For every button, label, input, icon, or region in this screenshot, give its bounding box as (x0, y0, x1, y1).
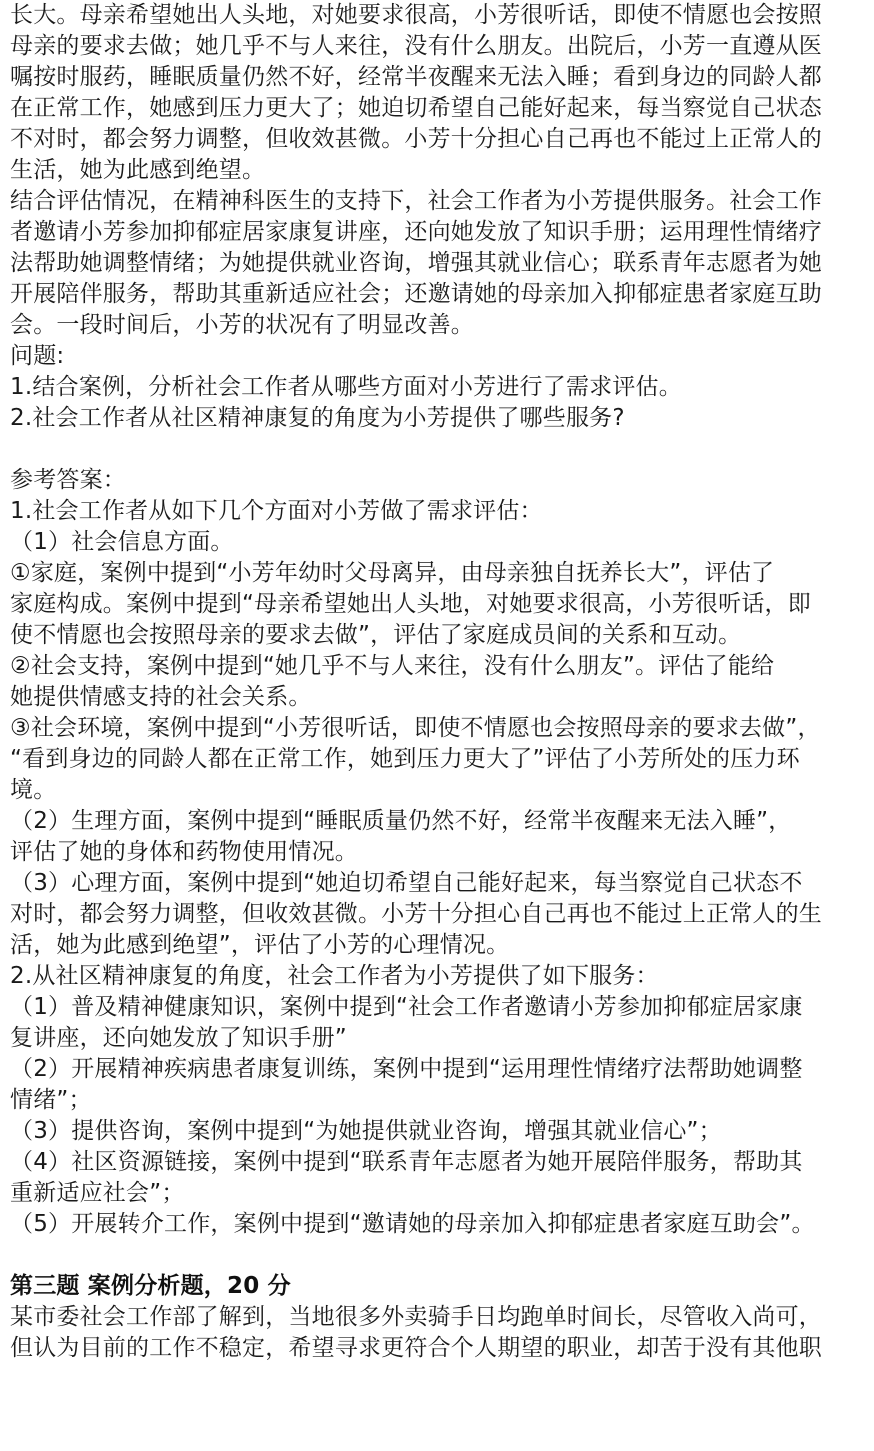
answer-line: （5）开展转介工作，案例中提到“邀请她的母亲加入抑郁症患者家庭互助会”。 (10, 1211, 815, 1237)
answer-line: 境。 (10, 777, 57, 803)
answer-line: ①家庭，案例中提到“小芳年幼时父母离异，由母亲独自抚养长大”，评估了 (10, 560, 775, 586)
case-line: 结合评估情况，在精神科医生的支持下，社会工作者为小芳提供服务。社会工作 (10, 188, 822, 214)
answer-line: （1）普及精神健康知识，案例中提到“社会工作者邀请小芳参加抑郁症居家康 (10, 994, 803, 1020)
answer-line: 评估了她的身体和药物使用情况。 (10, 839, 358, 865)
section-heading: 第三题 案例分析题，20 分 (10, 1273, 291, 1299)
question-item: 1.结合案例，分析社会工作者从哪些方面对小芳进行了需求评估。 (10, 374, 682, 400)
case-text (10, 0, 866, 341)
case-line: 会。一段时间后，小芳的状况有了明显改善。 (10, 312, 474, 338)
answer-line: “看到身边的同龄人都在正常工作，她到压力更大了”评估了小芳所处的压力环 (10, 746, 800, 772)
answer-line: ③社会环境，案例中提到“小芳很听话，即使不情愿也会按照母亲的要求去做”， (10, 715, 821, 741)
next-question-line: 但认为目前的工作不稳定，希望寻求更符合个人期望的职业，却苦于没有其他职 (10, 1335, 822, 1361)
next-question-line: 某市委社会工作部了解到，当地很多外卖骑手日均跑单时间长，尽管收入尚可， (10, 1304, 822, 1330)
case-line: 生活，她为此感到绝望。 (10, 157, 266, 183)
answer-line: 复讲座，还向她发放了知识手册” (10, 1025, 347, 1051)
case-line: 法帮助她调整情绪；为她提供就业咨询，增强其就业信心；联系青年志愿者为她 (10, 250, 822, 276)
answer-line: 2.从社区精神康复的角度，社会工作者为小芳提供了如下服务： (10, 963, 659, 989)
answer-line: 1.社会工作者从如下几个方面对小芳做了需求评估： (10, 498, 543, 524)
answer-label: 参考答案： (10, 467, 126, 493)
answer-section (10, 465, 866, 1240)
answer-line: （3）提供咨询，案例中提到“为她提供就业咨询，增强其就业信心”； (10, 1118, 722, 1144)
question-item: 2.社会工作者从社区精神康复的角度为小芳提供了哪些服务? (10, 405, 625, 431)
answer-line: 对时，都会努力调整，但收效甚微。小芳十分担心自己再也不能过上正常人的生 (10, 901, 822, 927)
answer-line: （3）心理方面，案例中提到“她迫切希望自己能好起来，每当察觉自己状态不 (10, 870, 803, 896)
next-question-section (10, 1271, 866, 1364)
case-line: 开展陪伴服务，帮助其重新适应社会；还邀请她的母亲加入抑郁症患者家庭互助 (10, 281, 822, 307)
blank-line (10, 1240, 866, 1271)
questions-label: 问题: (10, 343, 65, 369)
case-line: 不对时，都会努力调整，但收效甚微。小芳十分担心自己再也不能过上正常人的 (10, 126, 822, 152)
answer-line: （1）社会信息方面。 (10, 529, 234, 555)
answer-line: （2）开展精神疾病患者康复训练，案例中提到“运用理性情绪疗法帮助她调整 (10, 1056, 803, 1082)
case-line: 者邀请小芳参加抑郁症居家康复讲座，还向她发放了知识手册；运用理性情绪疗 (10, 219, 822, 245)
answer-line: 活，她为此感到绝望”，评估了小芳的心理情况。 (10, 932, 510, 958)
case-line: 嘱按时服药，睡眠质量仍然不好，经常半夜醒来无法入睡；看到身边的同龄人都 (10, 64, 822, 90)
answer-line: 情绪”； (10, 1087, 92, 1113)
answer-line: 重新适应社会”； (10, 1180, 185, 1206)
answer-line: ②社会支持，案例中提到“她几乎不与人来往，没有什么朋友”。评估了能给 (10, 653, 775, 679)
case-line: 长大。母亲希望她出人头地，对她要求很高，小芳很听话，即使不情愿也会按照 (10, 2, 822, 28)
document-page (10, 0, 866, 1451)
answer-line: 使不情愿也会按照母亲的要求去做”，评估了家庭成员间的关系和互动。 (10, 622, 742, 648)
case-line: 在正常工作，她感到压力更大了；她迫切希望自己能好起来，每当察觉自己状态 (10, 95, 822, 121)
case-line: 母亲的要求去做；她几乎不与人来往，没有什么朋友。出院后，小芳一直遵从医 (10, 33, 822, 59)
answer-line: 她提供情感支持的社会关系。 (10, 684, 312, 710)
answer-line: 家庭构成。案例中提到“母亲希望她出人头地，对她要求很高，小芳很听话，即 (10, 591, 811, 617)
blank-line (10, 434, 866, 465)
answer-line: （2）生理方面，案例中提到“睡眠质量仍然不好，经常半夜醒来无法入睡”， (10, 808, 792, 834)
answer-line: （4）社区资源链接，案例中提到“联系青年志愿者为她开展陪伴服务，帮助其 (10, 1149, 803, 1175)
questions-section (10, 341, 866, 434)
